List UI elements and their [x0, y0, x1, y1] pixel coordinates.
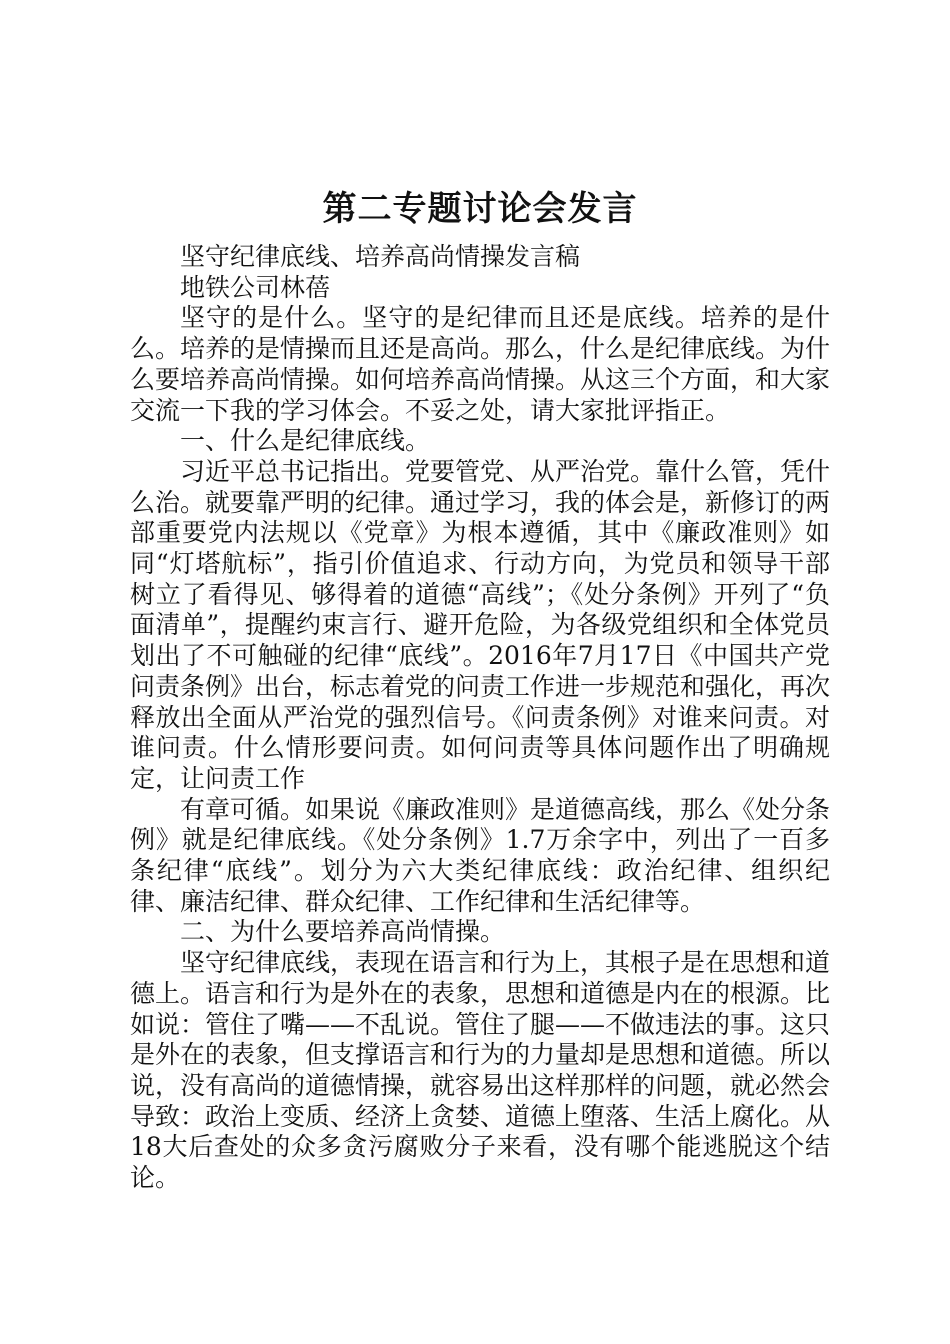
section-heading-1: 一、什么是纪律底线。 [180, 426, 431, 456]
intro-paragraph: 坚守的是什么。坚守的是纪律而且还是底线。培养的是什么。培养的是情操而且还是高尚。那么，什么是纪律底线。为什么要培养高尚情操。如何培养高尚情操。从这三个方面，和大家交流一下我的学习体会。不妥之处，请大家批评指正。 [130, 303, 831, 425]
body-paragraph: 坚守纪律底线，表现在语言和行为上，其根子是在思想和道德上。语言和行为是外在的表象，思想和道德是内在的根源。比如说：管住了嘴——不乱说。管住了腿——不做违法的事。这只是外在的表象，但支撑语言和行为的力量却是思想和道德。所以说，没有高尚的道德情操，就容易出这样那样的问题，就必然会导致：政治上变质、经济上贪婪、道德上堕落、生活上腐化。从18大后查处的众多贪污腐败分子来看，没有哪个能逃脱这个结论。 [130, 948, 831, 1193]
body-paragraph: 有章可循。如果说《廉政准则》是道德高线，那么《处分条例》就是纪律底线。《处分条例》1.7万余字中，列出了一百多条纪律“底线”。划分为六大类纪律底线：政治纪律、组织纪律、廉洁纪律、群众纪律、工作纪律和生活纪律等。 [130, 794, 831, 916]
author-paragraph: 地铁公司林蓓 [180, 272, 331, 302]
body-paragraph: 习近平总书记指出。党要管党、从严治党。靠什么管，凭什么治。就要靠严明的纪律。通过学习，我的体会是，新修订的两部重要党内法规以《党章》为根本遵循，其中《廉政准则》如同“灯塔航标”，指引价值追求、行动方向，为党员和领导干部树立了看得见、够得着的道德“高线”；《处分条例》开列了“负面清单”，提醒约束言行、避开危险，为各级党组织和全体党员划出了不可触碰的纪律“底线”。2016年7月17日《中国共产党问责条例》出台，标志着党的问责工作进一步规范和强化，再次释放出全面从严治党的强烈信号。《问责条例》对谁来问责。对谁问责。什么情形要问责。如何问责等具体问题作出了明确规定，让问责工作 [130, 456, 831, 793]
section-heading-2: 二、为什么要培养高尚情操。 [180, 917, 506, 947]
document-page [130, 186, 830, 1194]
document-title: 第二专题讨论会发言 [322, 189, 638, 229]
subtitle-paragraph: 坚守纪律底线、培养高尚情操发言稿 [180, 242, 581, 271]
